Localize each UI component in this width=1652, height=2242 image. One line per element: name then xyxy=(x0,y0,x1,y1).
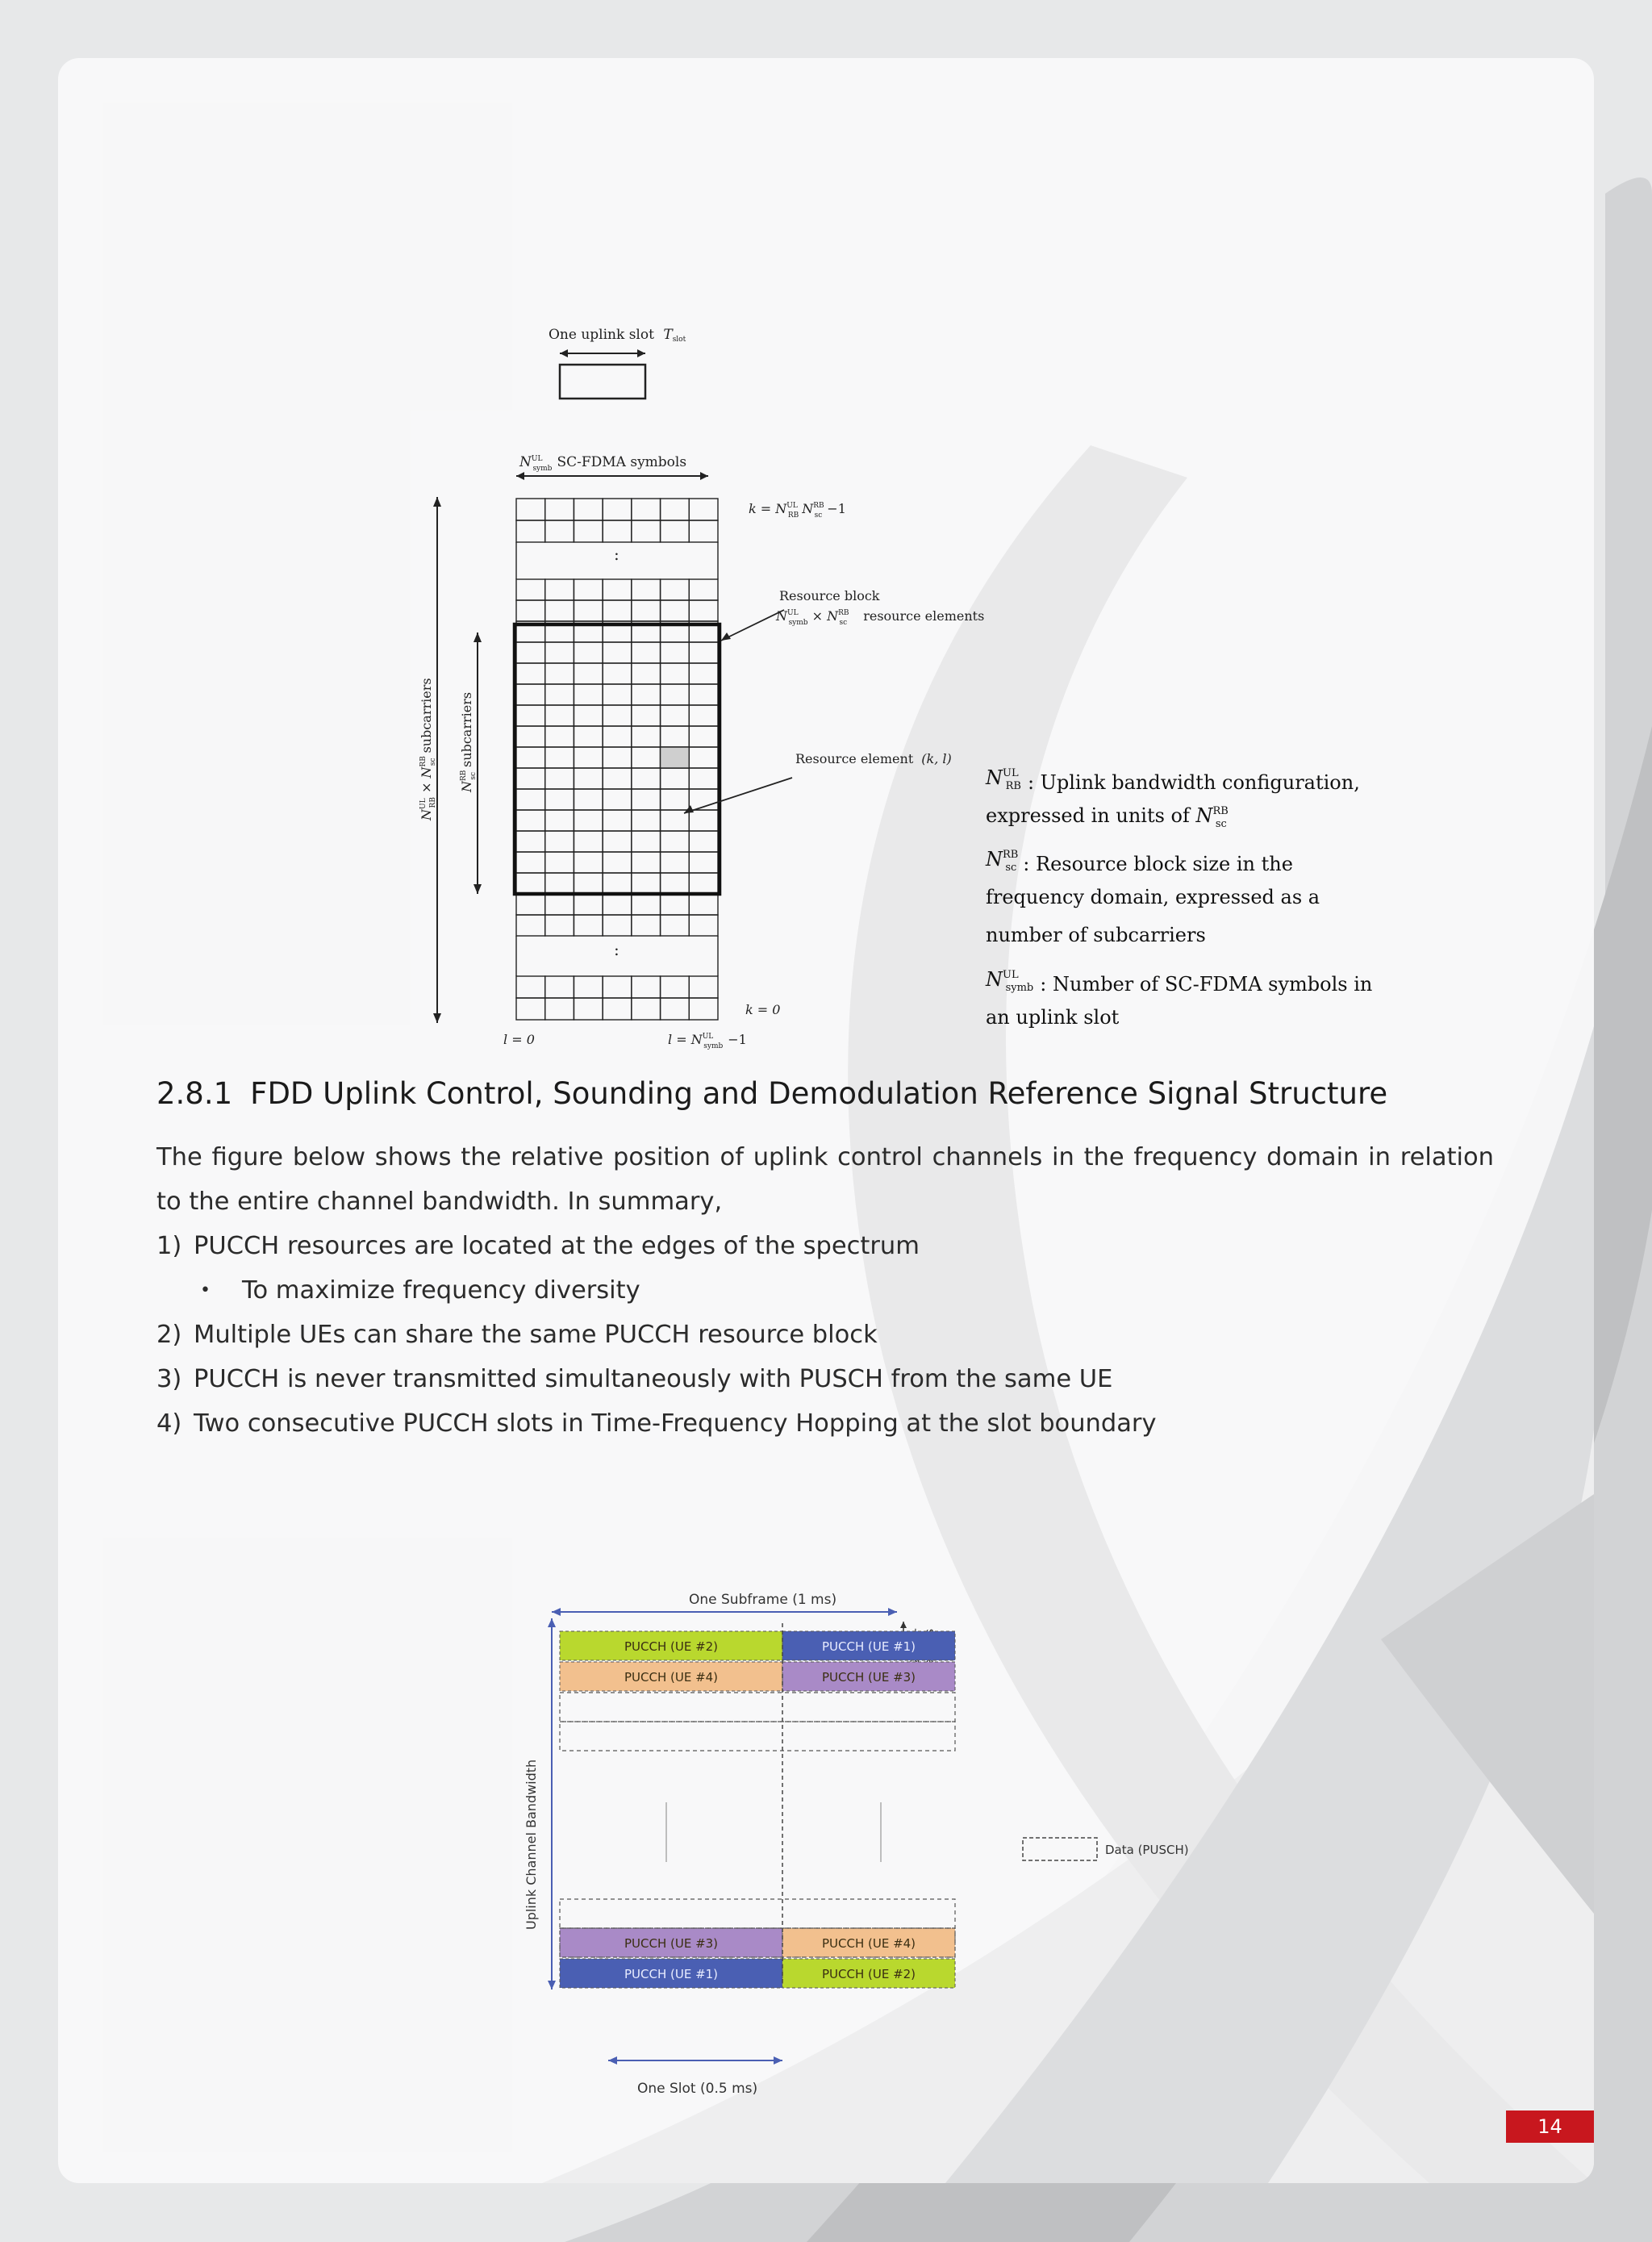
grid-cell xyxy=(574,976,603,998)
grid-cell xyxy=(545,747,574,768)
grid-cell xyxy=(632,894,661,915)
grid-cell xyxy=(516,852,545,873)
grid-cell xyxy=(689,873,718,894)
highlighted-resource-element xyxy=(661,747,690,768)
grid-cell xyxy=(689,831,718,852)
grid-cell xyxy=(574,831,603,852)
grid-cell xyxy=(545,976,574,998)
grid-cell xyxy=(603,915,632,936)
grid-cell xyxy=(603,642,632,663)
grid-cell xyxy=(689,810,718,831)
grid-cell xyxy=(603,600,632,621)
grid-cell xyxy=(689,768,718,789)
grid-cell xyxy=(545,642,574,663)
grid-cell xyxy=(545,726,574,747)
grid-cell xyxy=(632,520,661,542)
pucch-label: PUCCH (UE #2) xyxy=(821,1967,916,1981)
l-left-label: l = 0 xyxy=(503,1032,535,1047)
bottom-ellipsis: : xyxy=(614,940,620,959)
grid-cell xyxy=(516,747,545,768)
grid-cell xyxy=(661,520,690,542)
grid-cell xyxy=(516,684,545,705)
grid-cell xyxy=(574,915,603,936)
grid-cell xyxy=(603,520,632,542)
grid-cell xyxy=(516,520,545,542)
pucch-label: PUCCH (UE #1) xyxy=(821,1639,916,1654)
grid-cell xyxy=(661,684,690,705)
grid-cell xyxy=(574,642,603,663)
sub-list-item: • To maximize frequency diversity xyxy=(200,1276,640,1305)
grid-cell xyxy=(661,852,690,873)
resource-grid-figure xyxy=(365,260,1413,1067)
pucch-label: PUCCH (UE #2) xyxy=(624,1639,719,1654)
resource-block-label: Resource block xyxy=(779,588,880,603)
grid-cell xyxy=(603,998,632,1020)
grid-cell xyxy=(689,520,718,542)
grid-cell xyxy=(545,520,574,542)
grid-cell xyxy=(545,831,574,852)
section-heading xyxy=(156,1076,1387,1111)
grid-cell xyxy=(545,600,574,621)
grid-cell xyxy=(574,726,603,747)
grid-cell xyxy=(545,789,574,810)
grid-cell xyxy=(689,705,718,726)
grid-cell xyxy=(516,768,545,789)
grid-cell xyxy=(661,998,690,1020)
grid-cell xyxy=(689,579,718,600)
grid-cell xyxy=(516,831,545,852)
symbol-legend xyxy=(985,766,1372,1029)
grid-cell xyxy=(516,499,545,520)
intro-paragraph: The figure below shows the relative position of uplink control channels in the frequency domain in relation to the entire channel bandwidth. In summary, xyxy=(156,1143,1494,1216)
grid-cell xyxy=(516,705,545,726)
grid-cell xyxy=(632,705,661,726)
grid-cell xyxy=(661,705,690,726)
grid-cell xyxy=(632,915,661,936)
grid-cell xyxy=(516,873,545,894)
grid-cell xyxy=(689,726,718,747)
grid-cell xyxy=(689,852,718,873)
legend-line: an uplink slot xyxy=(986,1006,1120,1029)
section-body xyxy=(156,1135,1494,1446)
grid-cell xyxy=(574,768,603,789)
svg-text:One uplink slot Tslot xyxy=(549,327,686,344)
grid-cell xyxy=(516,810,545,831)
data-legend-label: Data (PUSCH) xyxy=(1105,1843,1189,1857)
grid-cell xyxy=(632,726,661,747)
pucch-label: PUCCH (UE #3) xyxy=(624,1936,719,1951)
grid-cell xyxy=(603,831,632,852)
grid-cell xyxy=(661,499,690,520)
pucch-label: PUCCH (UE #4) xyxy=(821,1936,916,1951)
grid-cell xyxy=(632,579,661,600)
grid-cell xyxy=(661,894,690,915)
grid-cell xyxy=(689,600,718,621)
grid-cell xyxy=(516,915,545,936)
slot-annotation xyxy=(549,327,686,399)
page-number: 14 xyxy=(1506,2110,1594,2143)
pucch-blocks xyxy=(560,1631,955,1988)
grid-cell xyxy=(545,579,574,600)
grid-cell xyxy=(545,894,574,915)
pucch-label: PUCCH (UE #4) xyxy=(624,1670,719,1685)
grid-cell xyxy=(574,873,603,894)
legend-line: $N^{UL}$ symb : Number of SC-FDMA symbols in xyxy=(986,968,1373,996)
grid-cell xyxy=(603,852,632,873)
grid-cell xyxy=(574,663,603,684)
grid-cell xyxy=(574,600,603,621)
grid-cell xyxy=(632,600,661,621)
grid-cell xyxy=(603,768,632,789)
grid-cell xyxy=(603,789,632,810)
document-page xyxy=(58,58,1594,2183)
grid-cell xyxy=(632,663,661,684)
grid-cell xyxy=(574,520,603,542)
list-item: 4) Two consecutive PUCCH slots in Time-Frequency Hopping at the slot boundary xyxy=(156,1409,1157,1438)
grid-cell xyxy=(603,499,632,520)
grid-cell xyxy=(603,747,632,768)
grid-cell xyxy=(632,810,661,831)
grid-cell xyxy=(603,663,632,684)
grid-cell xyxy=(689,976,718,998)
grid-cell xyxy=(516,663,545,684)
grid-cell xyxy=(545,873,574,894)
pusch-data-row xyxy=(560,1722,955,1751)
k-top-label: $k = N^{UL}$ RB $N^{RB}$ sc −1 xyxy=(749,501,846,520)
data-legend-swatch xyxy=(1023,1838,1097,1860)
grid-cell xyxy=(545,998,574,1020)
grid-cell xyxy=(516,579,545,600)
legend-line: frequency domain, expressed as a xyxy=(986,886,1320,908)
grid-cell xyxy=(603,894,632,915)
grid-cell xyxy=(574,810,603,831)
grid-cell xyxy=(661,663,690,684)
grid-cell xyxy=(661,768,690,789)
grid-cell xyxy=(689,915,718,936)
grid-cell xyxy=(689,894,718,915)
grid-cell xyxy=(689,998,718,1020)
grid-cell xyxy=(516,894,545,915)
grid-cell xyxy=(632,747,661,768)
grid-cell xyxy=(603,976,632,998)
grid-cell xyxy=(574,998,603,1020)
grid-cell xyxy=(603,684,632,705)
grid-cell xyxy=(632,976,661,998)
grid-cell xyxy=(545,663,574,684)
grid-cell xyxy=(574,705,603,726)
pucch-allocation-figure xyxy=(510,1567,1236,2115)
grid-cell xyxy=(632,789,661,810)
grid-cell xyxy=(661,976,690,998)
section-number: 2.8.1 xyxy=(156,1076,233,1111)
grid-cell xyxy=(574,579,603,600)
subframe-label: One Subframe (1 ms) xyxy=(689,1592,837,1608)
grid-cell xyxy=(603,579,632,600)
pucch-label: PUCCH (UE #3) xyxy=(821,1670,916,1685)
list-item: 3) PUCCH is never transmitted simultaneously with PUSCH from the same UE xyxy=(156,1365,1113,1393)
grid-cell xyxy=(574,894,603,915)
l-right-label: $l = N^{UL}$ symb −1 xyxy=(668,1032,747,1050)
list-item: 1) PUCCH resources are located at the edges of the spectrum xyxy=(156,1232,920,1260)
grid-cell xyxy=(661,831,690,852)
grid-cell xyxy=(603,705,632,726)
section-title: FDD Uplink Control, Sounding and Demodulation Reference Signal Structure xyxy=(250,1076,1388,1111)
slot-label: One uplink slot xyxy=(549,327,654,343)
grid-cell xyxy=(545,768,574,789)
resource-block-size: $N^{UL}$ symb × $N^{RB}$ sc resource elements xyxy=(776,608,985,627)
grid-cell xyxy=(603,810,632,831)
grid-cell xyxy=(574,684,603,705)
pucch-label: PUCCH (UE #1) xyxy=(624,1967,719,1981)
grid-cell xyxy=(516,976,545,998)
symbols-label: $N^{UL}$ symb SC-FDMA symbols xyxy=(519,454,687,473)
pusch-data-row xyxy=(560,1693,955,1722)
grid-cell xyxy=(516,998,545,1020)
inner-axis-label: $N^{RB}$ scsubcarriers xyxy=(459,691,478,792)
grid-cell xyxy=(632,873,661,894)
grid-cell xyxy=(545,810,574,831)
legend-line: $N^{UL}$ RB : Uplink bandwidth configuration, xyxy=(986,766,1360,794)
grid-cell xyxy=(574,789,603,810)
grid-cell xyxy=(603,873,632,894)
top-ellipsis: : xyxy=(614,545,620,564)
grid-cell xyxy=(661,642,690,663)
grid-cell xyxy=(689,747,718,768)
grid-cell xyxy=(574,747,603,768)
slot-symbol-sub: slot xyxy=(672,336,686,344)
grid-cell xyxy=(689,663,718,684)
grid-cell xyxy=(632,499,661,520)
grid-cell xyxy=(545,852,574,873)
grid-cell xyxy=(574,499,603,520)
legend-line: number of subcarriers xyxy=(986,924,1206,946)
grid-cell xyxy=(603,726,632,747)
grid-cell xyxy=(574,852,603,873)
grid-cell xyxy=(632,998,661,1020)
grid-cell xyxy=(689,684,718,705)
grid-cell xyxy=(545,684,574,705)
grid-cell xyxy=(632,642,661,663)
grid-cell xyxy=(661,726,690,747)
legend-line: expressed in units of $N^{RB}$ sc xyxy=(986,804,1229,830)
slot-symbol: T xyxy=(663,327,673,343)
grid-cell xyxy=(632,768,661,789)
grid-cell xyxy=(632,852,661,873)
grid-cell xyxy=(689,642,718,663)
grid-cell xyxy=(661,873,690,894)
grid-cell xyxy=(632,831,661,852)
outer-axis-label: $N^{UL}$ RB × $N^{RB}$ scsubcarriers xyxy=(419,678,437,820)
grid-cell xyxy=(689,499,718,520)
grid-cell xyxy=(661,789,690,810)
grid-cell xyxy=(632,684,661,705)
grid-cell xyxy=(661,600,690,621)
k-bottom-label: k = 0 xyxy=(745,1002,781,1017)
grid-cell xyxy=(545,705,574,726)
grid-cell xyxy=(661,579,690,600)
grid-cell xyxy=(516,789,545,810)
grid-cell xyxy=(516,726,545,747)
grid-cell xyxy=(545,499,574,520)
pusch-data-row xyxy=(560,1899,955,1928)
grid-cell xyxy=(516,600,545,621)
bandwidth-label: Uplink Channel Bandwidth xyxy=(524,1759,539,1930)
slot-duration-label: One Slot (0.5 ms) xyxy=(637,2081,758,2097)
list-item: 2) Multiple UEs can share the same PUCCH resource block xyxy=(156,1321,878,1349)
grid-cell xyxy=(661,915,690,936)
legend-line: $N^{RB}$ sc : Resource block size in the xyxy=(986,848,1293,875)
grid-cell xyxy=(516,642,545,663)
grid-cell xyxy=(545,915,574,936)
resource-element-label: Resource element (k, l) xyxy=(795,751,952,766)
